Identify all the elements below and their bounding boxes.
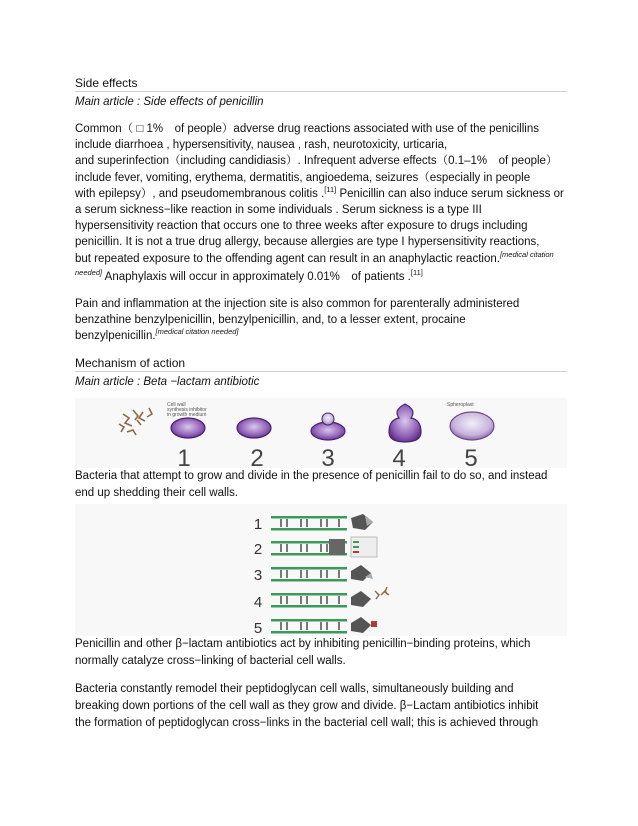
text-line: the formation of peptidoglycan cross−links in the bacterial cell wall; this is achieved through [75, 717, 539, 729]
stage-number-5: 5 [464, 445, 478, 468]
label-inhibitor: synthesis inhibitor [167, 407, 207, 413]
peptidoglycan-fibers [119, 408, 152, 435]
label-growth-medium: in growth medium [167, 412, 207, 418]
cell-4 [389, 404, 421, 442]
cell-2 [237, 418, 271, 438]
stage-number-2: 2 [250, 445, 264, 468]
text-line [75, 328, 567, 344]
main-article-link-mechanism[interactable]: Main article : Beta −lactam antibiotic [75, 376, 260, 388]
figure-cell-wall-lysis [75, 398, 567, 468]
citation-needed-2[interactable]: [medical citation needed] [155, 327, 239, 337]
lysis-illustration [75, 398, 567, 468]
stage-number-3: 3 [321, 445, 335, 468]
text-span: Anaphylaxis will occur in approximately 0.01% of patients . [102, 270, 411, 283]
text-line [75, 251, 567, 267]
text-line [75, 269, 567, 285]
text-span: but repeated exposure to the offending agent can result in an anaphylactic reaction. [75, 252, 500, 265]
reference-11[interactable]: [11] [324, 184, 337, 194]
text-line: include fever, vomiting, erythema, dermatitis, angioedema, seizures（especially in people [75, 171, 531, 184]
stage-number-4: 4 [392, 445, 406, 468]
figure-caption-1 [75, 468, 567, 502]
caption-line: Penicillin and other β−lactam antibiotics act by inhibiting penicillin−binding proteins, which [75, 638, 531, 650]
text-line: Common（ □ 1% of people）adverse drug reactions associated with use of the penicillins [75, 123, 539, 135]
reference-11b[interactable]: [11] [410, 268, 423, 277]
text-line: a serum sickness−like reaction in some individuals . Serum sickness is a type III [75, 204, 482, 217]
text-line: benzathine benzylpenicillin, benzylpenicillin, and, to a lesser extent, procaine [75, 314, 466, 327]
peptidoglycan-rows [271, 514, 389, 634]
crosslinking-illustration [75, 504, 567, 636]
spheroplast-cell [450, 412, 494, 440]
cell-3-bleb [322, 413, 334, 425]
section-heading-side-effects: Side effects [75, 76, 567, 92]
figure-pbp-crosslinking [75, 504, 567, 636]
remodeling-paragraph [75, 681, 567, 732]
text-line: breaking down portions of the cell wall as they grow and divide. β−Lactam antibiotics inhibit [75, 700, 539, 712]
side-effects-paragraph [75, 121, 567, 285]
citation-needed[interactable]: [medical citation [499, 249, 554, 259]
step-number-1: 1 [253, 516, 263, 533]
label-cell-wall: Cell wall [167, 402, 186, 408]
step-number-3: 3 [253, 567, 263, 584]
text-line [75, 186, 567, 202]
caption-line: normally catalyze cross−linking of bacterial cell walls. [75, 655, 346, 667]
label-spheroplast: Spheroplast [447, 402, 474, 408]
figure-caption-2 [75, 636, 567, 670]
text-line: and superinfection（including candidiasis）. Infrequent adverse effects（0.1–1% of people） [75, 155, 558, 168]
text-line: Pain and inflammation at the injection site is also common for parenterally administered [75, 298, 520, 310]
section-heading-mechanism: Mechanism of action [75, 356, 567, 372]
text-line: include diarrhoea , hypersensitivity, nausea , rash, neurotoxicity, urticaria, [75, 139, 448, 152]
text-line: hypersensitivity reaction that occurs one to three weeks after exposure to drugs including [75, 220, 528, 233]
caption-line: Bacteria that attempt to grow and divide in the presence of penicillin fail to do so, and instead [75, 470, 548, 482]
stage-number-1: 1 [177, 445, 191, 468]
text-line: Bacteria constantly remodel their peptidoglycan cell walls, simultaneously building and [75, 683, 514, 695]
step-number-4: 4 [253, 594, 263, 611]
text-span: with epilepsy）, and pseudomembranous colitis . [75, 187, 325, 200]
citation-needed-cont[interactable]: needed] [75, 268, 103, 277]
text-span: benzylpenicillin. [75, 330, 156, 343]
caption-line: end up shedding their cell walls. [75, 487, 239, 499]
text-span: Penicillin can also induce serum sickness or [336, 187, 564, 200]
main-article-link-side-effects[interactable]: Main article : Side effects of penicillin [75, 96, 264, 108]
cell-1 [171, 418, 205, 438]
injection-site-paragraph [75, 296, 567, 345]
step-number-2: 2 [253, 541, 263, 558]
step-number-5: 5 [253, 620, 263, 636]
text-line: penicillin. It is not a true drug allergy, because allergies are type I hypersensitivity reactions, [75, 236, 540, 249]
